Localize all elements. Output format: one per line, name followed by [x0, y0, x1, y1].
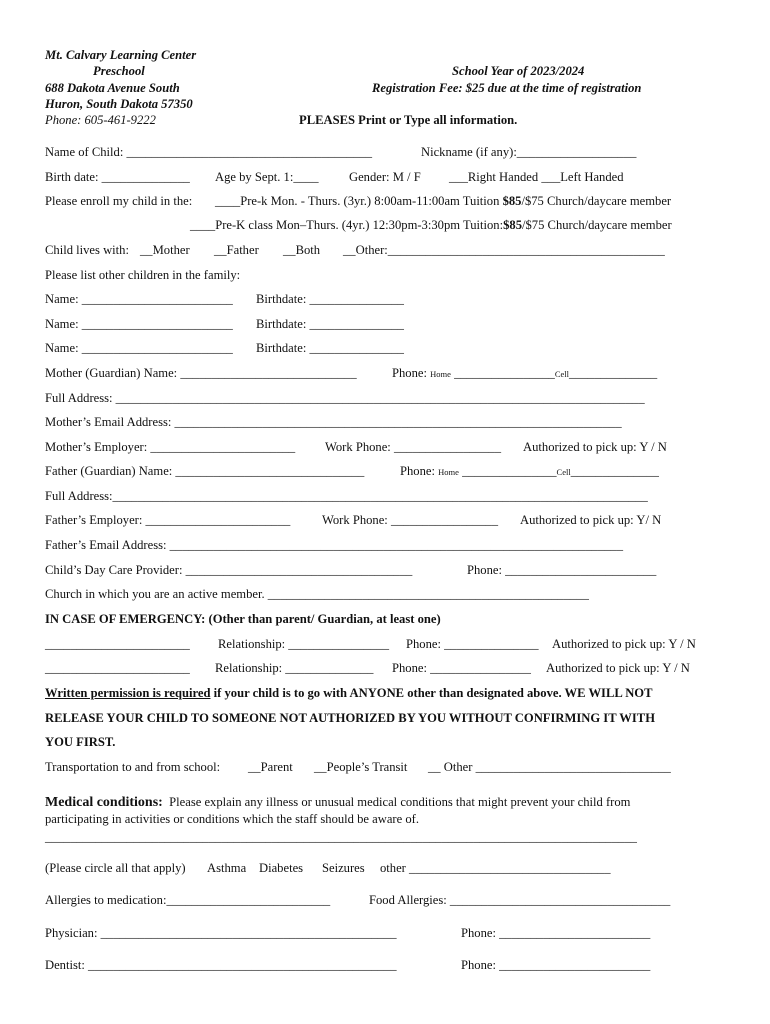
dentist-phone-field[interactable]: Phone: ________________________: [461, 958, 651, 972]
option-label: ____Pre-k Mon. - Thurs. (3yr.) 8:00am-11:00am Tuition: [215, 194, 503, 208]
birth-date-field[interactable]: Birth date: ______________: [45, 170, 190, 184]
father-phone-field[interactable]: [400, 464, 659, 479]
physician-field[interactable]: Physician: _______________________________________________: [45, 926, 397, 940]
org-name: Mt. Calvary Learning Center: [45, 48, 197, 62]
phone-label: Phone:: [400, 464, 435, 478]
mother-email-field[interactable]: Mother’s Email Address: _______________________________________________________________________: [45, 415, 622, 429]
condition-other-field[interactable]: other ________________________________: [380, 861, 611, 875]
emergency-contact-name[interactable]: _______________________: [45, 637, 190, 651]
tuition-price: $85: [502, 194, 522, 208]
condition-diabetes[interactable]: Diabetes: [259, 861, 304, 875]
day-care-phone-field[interactable]: Phone: ________________________: [467, 563, 657, 577]
medical-description: Please explain any illness or unusual medical conditions that might prevent your child from: [169, 795, 631, 809]
circle-intro: (Please circle all that apply): [45, 861, 186, 875]
enroll-option-prek-3yr[interactable]: [215, 194, 671, 208]
gender-field[interactable]: Gender: M / F: [349, 170, 421, 184]
member-price: /$75 Church/daycare member: [522, 218, 672, 232]
enroll-intro: Please enroll my child in the:: [45, 194, 193, 208]
program-name: Preschool: [93, 64, 145, 78]
nickname-field[interactable]: Nickname (if any):___________________: [421, 145, 637, 159]
handedness-field[interactable]: ___Right Handed ___Left Handed: [449, 170, 624, 184]
emergency-contact-name[interactable]: _______________________: [45, 661, 190, 675]
church-field[interactable]: Church in which you are an active member. ___________________________________________________: [45, 587, 589, 601]
cell-label: Cell: [556, 467, 571, 477]
sibling-birthdate-field[interactable]: Birthdate: _______________: [256, 317, 404, 331]
father-email-field[interactable]: Father’s Email Address: ________________________________________________________________________: [45, 538, 624, 552]
school-year: School Year of 2023/2024: [452, 64, 585, 78]
father-name-field[interactable]: Father (Guardian) Name: ______________________________: [45, 464, 365, 478]
child-name-field[interactable]: Name of Child: _______________________________________: [45, 145, 373, 159]
print-instruction: PLEASES Print or Type all information.: [299, 113, 518, 127]
lives-with-label: Child lives with:: [45, 243, 129, 257]
phone-label: Phone:: [392, 366, 427, 380]
medical-description-line2: participating in activities or conditions which the staff should be aware of.: [45, 812, 419, 826]
org-address-street: 688 Dakota Avenue South: [45, 81, 180, 95]
father-address-field[interactable]: Full Address:_____________________________________________________________________________________: [45, 489, 648, 503]
emergency-authorized-field[interactable]: Authorized to pick up: Y / N: [546, 661, 690, 675]
emergency-phone-field[interactable]: Phone: ________________: [392, 661, 531, 675]
mother-address-field[interactable]: Full Address: ____________________________________________________________________________________: [45, 391, 645, 405]
physician-phone-field[interactable]: Phone: ________________________: [461, 926, 651, 940]
sibling-name-field[interactable]: Name: ________________________: [45, 292, 233, 306]
lives-with-both[interactable]: __Both: [283, 243, 321, 257]
cell-phone-line: ______________: [569, 366, 658, 380]
father-employer-field[interactable]: Father’s Employer: _______________________: [45, 513, 291, 527]
option-label: ____Pre-K class Mon–Thurs. (4yr.) 12:30pm-3:30pm Tuition:: [190, 218, 504, 232]
permission-notice-line3: YOU FIRST.: [45, 735, 116, 749]
permission-notice-text: if your child is to go with ANYONE other than designated above. WE WILL NOT: [210, 686, 653, 700]
org-phone: Phone: 605-461-9222: [45, 113, 156, 127]
age-field[interactable]: Age by Sept. 1:____: [215, 170, 319, 184]
day-care-provider-field[interactable]: Child’s Day Care Provider: ____________________________________: [45, 563, 413, 577]
condition-asthma[interactable]: Asthma: [207, 861, 247, 875]
mother-name-field[interactable]: Mother (Guardian) Name: ____________________________: [45, 366, 357, 380]
dentist-field[interactable]: Dentist: _________________________________________________: [45, 958, 397, 972]
mother-authorized-field[interactable]: Authorized to pick up: Y / N: [523, 440, 667, 454]
sibling-name-field[interactable]: Name: ________________________: [45, 341, 233, 355]
member-price: /$75 Church/daycare member: [521, 194, 672, 208]
emergency-relationship-field[interactable]: Relationship: ______________: [215, 661, 374, 675]
sibling-birthdate-field[interactable]: Birthdate: _______________: [256, 341, 404, 355]
emergency-phone-field[interactable]: Phone: _______________: [406, 637, 539, 651]
medical-explanation-field[interactable]: ______________________________________________________________________________________________: [45, 830, 637, 844]
father-authorized-field[interactable]: Authorized to pick up: Y/ N: [520, 513, 662, 527]
home-phone-line: ________________: [454, 366, 555, 380]
sibling-birthdate-field[interactable]: Birthdate: _______________: [256, 292, 404, 306]
lives-with-father[interactable]: __Father: [214, 243, 259, 257]
emergency-heading: IN CASE OF EMERGENCY: (Other than parent/ Guardian, at least one): [45, 612, 441, 626]
cell-label: Cell: [554, 369, 569, 379]
father-work-phone-field[interactable]: Work Phone: _________________: [322, 513, 498, 527]
cell-phone-line: ______________: [570, 464, 659, 478]
permission-notice: [45, 686, 653, 700]
emergency-authorized-field[interactable]: Authorized to pick up: Y / N: [552, 637, 696, 651]
transport-peoples-transit-option[interactable]: __People’s Transit: [314, 760, 408, 774]
lives-with-other[interactable]: __Other:____________________________________________: [343, 243, 665, 257]
enroll-option-prek-4yr[interactable]: [190, 218, 672, 232]
home-label: Home: [438, 467, 459, 477]
transportation-label: Transportation to and from school:: [45, 760, 221, 774]
org-address-city: Huron, South Dakota 57350: [45, 97, 193, 111]
permission-required-text: Written permission is required: [45, 686, 211, 700]
mother-phone-field[interactable]: [392, 366, 657, 381]
transport-other-option[interactable]: __ Other _______________________________: [428, 760, 671, 774]
emergency-relationship-field[interactable]: Relationship: ________________: [218, 637, 390, 651]
permission-notice-line2: RELEASE YOUR CHILD TO SOMEONE NOT AUTHORIZED BY YOU WITHOUT CONFIRMING IT WITH: [45, 711, 655, 725]
sibling-name-field[interactable]: Name: ________________________: [45, 317, 233, 331]
food-allergies-field[interactable]: Food Allergies: ___________________________________: [369, 893, 671, 907]
registration-fee: Registration Fee: $25 due at the time of registration: [372, 81, 642, 95]
home-label: Home: [430, 369, 451, 379]
medical-heading: Medical conditions:: [45, 795, 163, 810]
medical-conditions-intro: [45, 795, 630, 810]
condition-seizures[interactable]: Seizures: [322, 861, 365, 875]
lives-with-mother[interactable]: __Mother: [140, 243, 190, 257]
mother-work-phone-field[interactable]: Work Phone: _________________: [325, 440, 501, 454]
mother-employer-field[interactable]: Mother’s Employer: _______________________: [45, 440, 296, 454]
medication-allergies-field[interactable]: Allergies to medication:__________________________: [45, 893, 331, 907]
tuition-price: $85: [503, 218, 522, 232]
home-phone-line: _______________: [462, 464, 557, 478]
siblings-heading: Please list other children in the family:: [45, 268, 241, 282]
transport-parent-option[interactable]: __Parent: [248, 760, 293, 774]
